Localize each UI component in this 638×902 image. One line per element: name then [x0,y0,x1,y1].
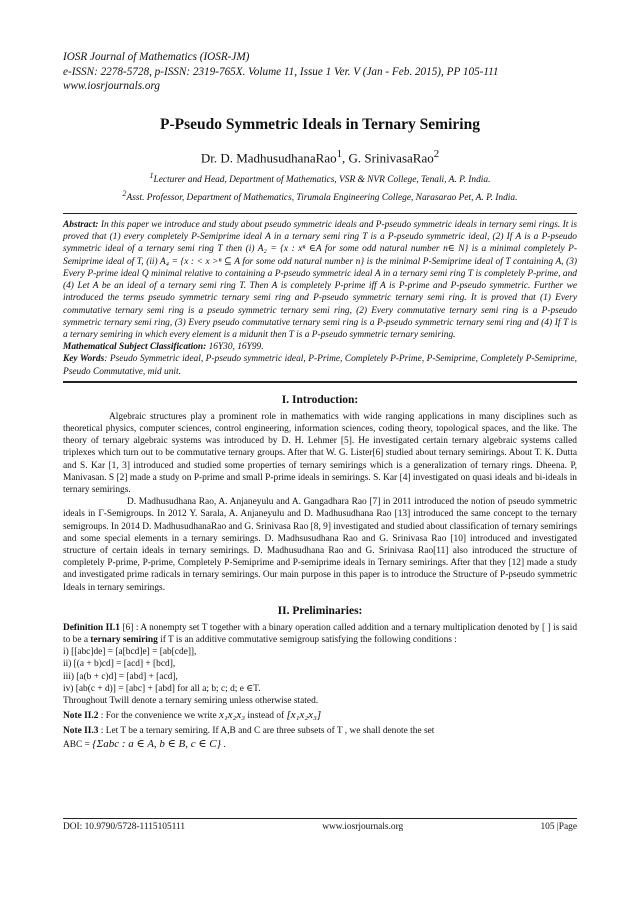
author-separator: , [342,149,349,165]
author-1-mark: 1 [336,147,343,160]
note-2-mid: instead of [245,711,287,722]
subject-classification [63,341,577,353]
author-2-mark: 2 [433,147,440,160]
definition-text-a: [6] : A nonempty set T together with a binary operation called addition and a ternary multiplication denoted by [ ] is said to be a [63,622,578,645]
affiliation-2-mark: 2 [122,188,127,198]
footer-page: 105 |Page [540,822,577,832]
note-3-text: : Let T be a ternary semiring. If A,B and C are three subsets of T , we shall denote the set [98,726,435,737]
abstract-label: Abstract: [63,220,99,231]
note-2-bracket-expression: [x₁x₂x₃] [286,709,322,722]
definition-label: Definition II.1 [63,622,120,633]
affiliation-1-text: Lecturer and Head, Department of Mathematics, VSR & NVR College, Tenali, A. P. India. [153,174,491,185]
keywords-label: Key Words [63,354,105,365]
note-2-2 [63,709,577,722]
keywords [63,353,577,377]
abstract-text: In this paper we introduce and study about pseudo symmetric ideals and P-pseudo symmetric ideals in ternary semi rings. It is proved that (1) every completely P-Semiprime ideal A in a ternary semi ring T is a P-pseudo symmetric ideal, (2) If A is a P-pseudo symmetric ideal of a ternary semi ring T then (i) A₂ = {x : xⁿ ∈A for some odd natural number n∈ N} is a minimal completely P-Semiprime ideal of T, (ii) A₄ = {x : < x >ⁿ ⊆ A for some odd natural number n} is the minimal P-Semiprime ideal of T containing A, (3) Every P-prime ideal Q minimal relative to containing a P-pseudo symmetric ideal A in a ternary semi ring T is completely P-prime, and (4) Let A be an ideal of a ternary semi ring T. Then A is completely P-prime iff A is P-prime and P-pseudo symmetric. Further we introduced the terms pseudo symmetric ternary semi ring and P-pseudo symmetric ternary semi ring. It is proved that (1) Every commutative ternary semi ring is a pseudo symmetric ternary semi ring, (2) Every commutative ternary semi ring is a P-pseudo symmetric ternary semi ring, (3) Every pseudo commutative ternary semi ring is a P-pseudo symmetric ternary semi ring and (4) If T is a ternary semiring in which every element is a midunit then T is a P-pseudo symmetric ternary semiring. [63,220,577,340]
journal-header [63,50,577,94]
axiom-item: ii) [(a + b)cd] = [acd] + [bcd], [63,659,176,670]
note-2-label: Note II.2 [63,711,99,722]
note-3-end: . [221,739,226,750]
intro-paragraph-1: Algebraic structures play a prominent role in mathematics with wide ranging applications in many disciplines such as theoretical physics, computer sciences, control engineering, information sciences, coding theory, topological spaces, and the like. The theory of ternary algebraic systems was introduced by D. H. Lehmer [5]. He investigated certain ternary algebraic systems called triplexes which turn out to be commutative ternary groups. After that W. G. Lister[6] studied about ternary semirings. About T. K. Dutta and S. Kar [1, 3] introduced and studied some properties of ternary semirings which is a generalization of ternary rings. Dheena. P, Manivasan. S [2] made a study on P-prime and small P-prime ideals in semirings. S. Kar [4] investigated on quasi ideals and bi-ideals in ternary semirings. [63,411,577,495]
definition-term: ternary semiring [90,634,158,645]
paper-title: P-Pseudo Symmetric Ideals in Ternary Semiring [160,115,480,133]
intro-paragraph-2: D. Madhusudhana Rao, A. Anjaneyulu and A. Gangadhara Rao [7] in 2011 introduced the notion of pseudo symmetric ideals in Γ-Semigroups. In 2012 Y. Sarala, A. Anjaneyulu and D. Madhusudhana Rao [13] introduced the same concept to the ternary semigroups. In 2014 D. MadhusudhanaRao and G. Srinivasa Rao [8, 9] investigated and studied about classification of ternary semirings and some special elements in a ternary semirings. D. Madhsusudhana Rao and G. Srinivasa Rao [10] introduced and investigated structure of certain ideals in ternary semirings. D. Madhusudhana Rao and G. Srinivasa Rao[11] also introduced the structure of completely P-prime, P-prime, Completely P-Semiprime and P-semiprime ideals in Ternary semirings. After that they [12] made a study and investigated prime radicals in ternary semirings. Our main purpose in this paper is to introduce the Structure of P-pseudo symmetric Ideals in ternary semirings. [63,497,577,593]
axiom-item: iii) [a(b + c)d] = [abd] + [acd], [63,671,178,682]
top-rule [63,213,577,214]
affiliation-2 [63,187,577,205]
axiom-item: i) [[abc]de] = [a[bcd]e] = [ab[cde]], [63,647,197,658]
affiliation-1 [63,169,577,187]
journal-issn: e-ISSN: 2278-5728, p-ISSN: 2319-765X. Volume 11, Issue 1 Ver. V (Jan - Feb. 2015), PP 105-111 [63,65,499,78]
axiom-list [63,646,577,695]
definition-text-b: if T is an additive commutative semigroup satisfying the following conditions : [157,634,457,645]
author-2: G. SrinivasaRao [348,149,434,165]
note-2-3 [63,725,577,737]
affiliations [63,169,577,205]
journal-name: IOSR Journal of Mathematics (IOSR-JM) [63,51,250,63]
note-2-expression: x₁x₂x₃ [218,709,246,722]
note-3-lhs: ABC = [63,739,93,750]
abstract-rule [63,381,577,383]
note-3-label: Note II.3 [63,726,99,737]
definition-2-1 [63,622,577,646]
footer-doi: DOI: 10.9790/5728-1115105111 [63,822,186,832]
page-footer [63,818,577,832]
keywords-value: : Pseudo Symmetric ideal, P-pseudo symmetric ideal, P-Prime, Completely P-Prime, P-Semiprime, Completely P-Semiprime, Pseudo Commutative, mid unit. [63,354,577,377]
note-3-set-expression: {Σabc : a ∈ A, b ∈ B, c ∈ C} [92,737,222,750]
author-list [63,146,577,166]
introduction-body [63,411,577,594]
footer-row [63,819,577,832]
affiliation-2-text: Asst. Professor, Department of Mathematics, Tirumala Engineering College, Narasarao Pet, A. P. India. [126,193,518,204]
axiom-item: iv) [ab(c + d)] = [abc] + [abd] for all a; b; c; d; e ∈T. [63,683,261,694]
footer-site: www.iosrjournals.org [322,822,404,832]
author-1: Dr. D. MadhusudhanaRao [200,149,337,165]
preliminaries-body [63,622,577,751]
note-2-text: : For the convenience we write [98,711,219,722]
abstract [63,219,577,341]
journal-url: www.iosrjournals.org [63,80,160,92]
msc-label: Mathematical Subject Classification: [63,342,207,353]
note-2-3-formula [63,738,577,751]
affiliation-1-mark: 1 [149,170,154,180]
section-heading-preliminaries: II. Preliminaries: [277,604,363,617]
throughout-note: Throughout Twill denote a ternary semiring unless otherwise stated. [63,695,319,706]
section-heading-introduction: I. Introduction: [281,393,359,406]
msc-value: 16Y30, 16Y99. [206,342,264,353]
